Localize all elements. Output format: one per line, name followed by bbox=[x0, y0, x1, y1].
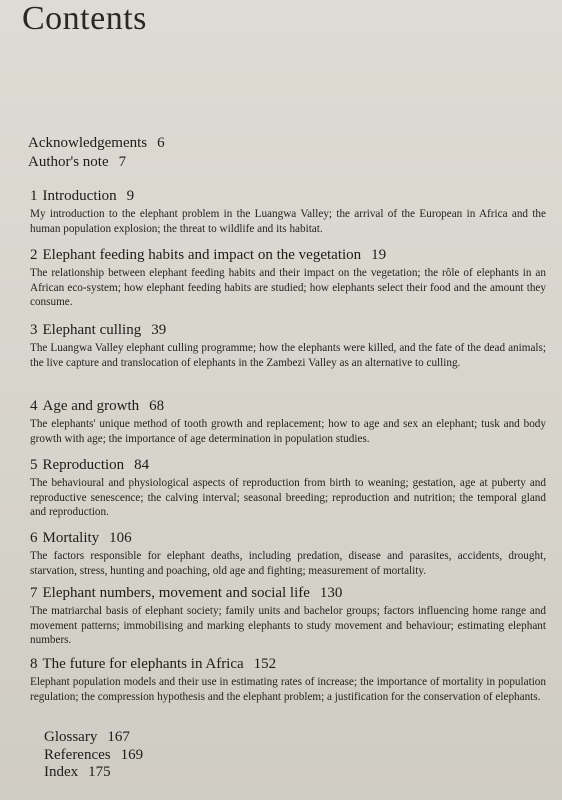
front-matter-item bbox=[28, 153, 165, 172]
chapter-title: Age and growth bbox=[42, 398, 140, 414]
back-matter-item bbox=[44, 764, 143, 782]
chapter-number: 3 bbox=[30, 322, 38, 338]
chapter-page: 19 bbox=[371, 247, 387, 263]
chapter-description: The factors responsible for elephant deaths, including predation, disease and parasites, accidents, drought, starvation, stress, hunting and poaching, old age and fighting; measurement of mortality. bbox=[30, 550, 546, 577]
chapter-number: 1 bbox=[30, 188, 38, 204]
chapter-entry bbox=[30, 246, 546, 310]
entry-title: Glossary bbox=[44, 729, 98, 745]
chapter-number: 7 bbox=[30, 585, 38, 601]
chapter-title-line bbox=[30, 529, 546, 547]
chapter-number: 2 bbox=[30, 247, 38, 263]
chapter-number: 4 bbox=[30, 398, 38, 414]
entry-title: Index bbox=[44, 764, 79, 780]
chapter-title: Reproduction bbox=[42, 457, 125, 473]
entry-page: 6 bbox=[157, 135, 165, 151]
chapter-page: 84 bbox=[134, 457, 150, 473]
chapter-description: The relationship between elephant feeding habits and their impact on the vegetation; the rôle of elephants in an African eco-system; how elephant feeding habits are studied; how elephants select their food and the amount they consume. bbox=[30, 267, 546, 309]
chapter-page: 152 bbox=[253, 656, 277, 672]
chapter-title-line bbox=[30, 397, 546, 415]
chapter-page: 9 bbox=[126, 188, 135, 204]
chapter-title: The future for elephants in Africa bbox=[42, 656, 244, 672]
chapter-entry bbox=[30, 397, 546, 446]
chapter-number: 8 bbox=[30, 656, 38, 672]
chapter-page: 39 bbox=[151, 322, 167, 338]
chapter-page: 106 bbox=[109, 530, 132, 546]
entry-title: Acknowledgements bbox=[28, 135, 148, 151]
chapter-entry bbox=[30, 187, 546, 236]
chapter-page: 130 bbox=[319, 585, 343, 601]
chapter-page: 68 bbox=[149, 398, 165, 414]
chapter-title: Elephant feeding habits and impact on the vegetation bbox=[42, 247, 362, 263]
front-matter-list bbox=[28, 134, 165, 172]
entry-page: 7 bbox=[118, 154, 127, 170]
chapter-title: Mortality bbox=[42, 530, 100, 546]
chapter-title: Introduction bbox=[42, 188, 117, 204]
chapter-description: The behavioural and physiological aspects of reproduction from birth to weaning; gestation, age at puberty and reproductive senescence; the calving interval; seasonal breeding; reproduction and nutrition; the temporal gland and reproduction. bbox=[30, 477, 546, 519]
chapter-entry bbox=[30, 655, 546, 704]
entry-title: Author's note bbox=[28, 154, 109, 170]
chapter-description: My introduction to the elephant problem in the Luangwa Valley; the arrival of the European in Africa and the human population explosion; the threat to wildlife and its habitat. bbox=[30, 208, 546, 235]
chapter-title: Elephant culling bbox=[42, 322, 142, 338]
back-matter-item bbox=[44, 747, 143, 765]
chapter-title-line bbox=[30, 246, 546, 264]
entry-page: 167 bbox=[107, 729, 130, 745]
entry-page: 175 bbox=[88, 764, 111, 780]
chapter-entry bbox=[30, 584, 546, 648]
chapter-title-line bbox=[30, 655, 546, 673]
page-title: Contents bbox=[22, 0, 147, 37]
chapter-entry bbox=[30, 456, 546, 520]
chapter-entry bbox=[30, 321, 546, 370]
entry-title: References bbox=[44, 746, 111, 763]
back-matter-list bbox=[44, 729, 143, 782]
chapter-title-line bbox=[30, 584, 546, 602]
chapter-description: The matriarchal basis of elephant society; family units and bachelor groups; factors influencing home range and movement patterns; immobilising and marking elephants to study movement and behaviour; estimating elephant numbers. bbox=[30, 605, 546, 647]
back-matter-item bbox=[44, 729, 143, 747]
chapter-title-line bbox=[30, 187, 546, 205]
chapter-description: The elephants' unique method of tooth growth and replacement; how to age and sex an elephant; tusk and body growth with age; the importance of age determination in population studies. bbox=[30, 418, 546, 445]
chapter-entry bbox=[30, 529, 546, 578]
chapter-number: 5 bbox=[30, 457, 38, 473]
chapter-description: The Luangwa Valley elephant culling programme; how the elephants were killed, and the fate of the dead animals; the live capture and translocation of elephants in the Zambezi Valley as an alternative to culling. bbox=[30, 342, 546, 369]
chapter-title-line bbox=[30, 456, 546, 474]
chapter-number: 6 bbox=[30, 530, 38, 546]
front-matter-item bbox=[28, 134, 165, 153]
chapter-description: Elephant population models and their use in estimating rates of increase; the importance of mortality in population regulation; the compression hypothesis and the elephant problem; a justification for the conservation of elephants. bbox=[30, 676, 546, 703]
chapter-title-line bbox=[30, 321, 546, 339]
entry-page: 169 bbox=[120, 746, 144, 763]
chapter-title: Elephant numbers, movement and social life bbox=[42, 585, 310, 601]
